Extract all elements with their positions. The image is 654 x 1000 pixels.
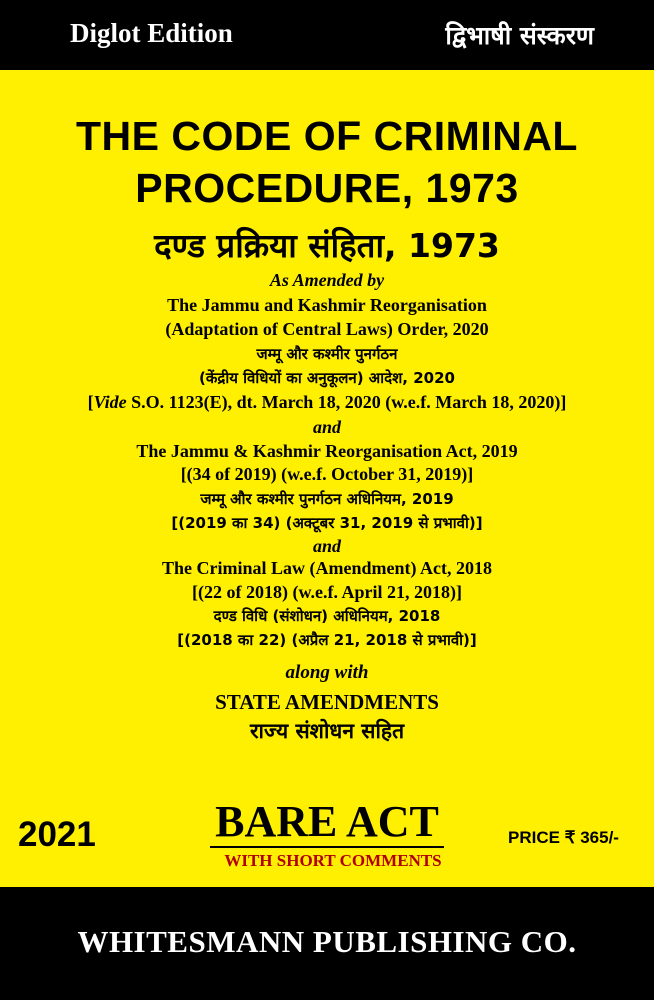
bare-act-label: BARE ACT (215, 797, 439, 846)
and-separator-1: and (312, 417, 341, 437)
state-amendments-hindi: राज्य संशोधन सहित (249, 719, 405, 743)
act-2018-hindi-1: दण्ड विधि (संशोधन) अधिनियम, 2018 (213, 607, 441, 625)
bare-act-underline (210, 846, 444, 848)
state-amendments: STATE AMENDMENTS (215, 690, 439, 714)
title-line-2: PROCEDURE, 1973 (135, 165, 519, 211)
header-bar (0, 0, 654, 70)
publisher-name: WHITESMANN PUBLISHING CO. (77, 924, 577, 959)
order-hindi-2: (केंद्रीय विधियों का अनुकूलन) आदेश, 2020 (199, 369, 455, 387)
along-with-label: along with (285, 662, 369, 683)
act-2019-hindi-2: [(2019 का 34) (अक्टूबर 31, 2019 से प्रभावी)] (171, 514, 483, 532)
title-line-1: THE CODE OF CRIMINAL (76, 113, 578, 159)
order-hindi-1: जम्मू और कश्मीर पुनर्गठन (256, 345, 398, 363)
order-line-2: (Adaptation of Central Laws) Order, 2020 (165, 319, 489, 339)
edition-year: 2021 (18, 815, 96, 854)
order-reference: [Vide S.O. 1123(E), dt. March 18, 2020 (w.e.f. March 18, 2020)] (87, 392, 567, 412)
title-hindi: दण्ड प्रक्रिया संहिता, 1973 (154, 226, 500, 265)
edition-label-hindi: द्विभाषी संस्करण (445, 21, 594, 50)
order-line-1: The Jammu and Kashmir Reorganisation (167, 295, 487, 315)
act-2018-line-2: [(22 of 2018) (w.e.f. April 21, 2018)] (192, 582, 462, 602)
act-2018-hindi-2: [(2018 का 22) (अप्रैल 21, 2018 से प्रभावी)] (177, 631, 477, 649)
amended-by-label: As Amended by (269, 270, 385, 290)
act-2019-line-1: The Jammu & Kashmir Reorganisation Act, 2019 (136, 441, 518, 461)
and-separator-2: and (312, 536, 341, 556)
act-2019-hindi-1: जम्मू और कश्मीर पुनर्गठन अधिनियम, 2019 (200, 490, 454, 508)
price-label: PRICE ₹ 365/- (508, 828, 619, 847)
vide-word: Vide (93, 392, 127, 412)
short-comments-label: WITH SHORT COMMENTS (224, 851, 442, 870)
act-2018-line-1: The Criminal Law (Amendment) Act, 2018 (162, 558, 492, 578)
act-2019-line-2: [(34 of 2019) (w.e.f. October 31, 2019)] (180, 464, 474, 484)
edition-label: Diglot Edition (70, 18, 233, 48)
